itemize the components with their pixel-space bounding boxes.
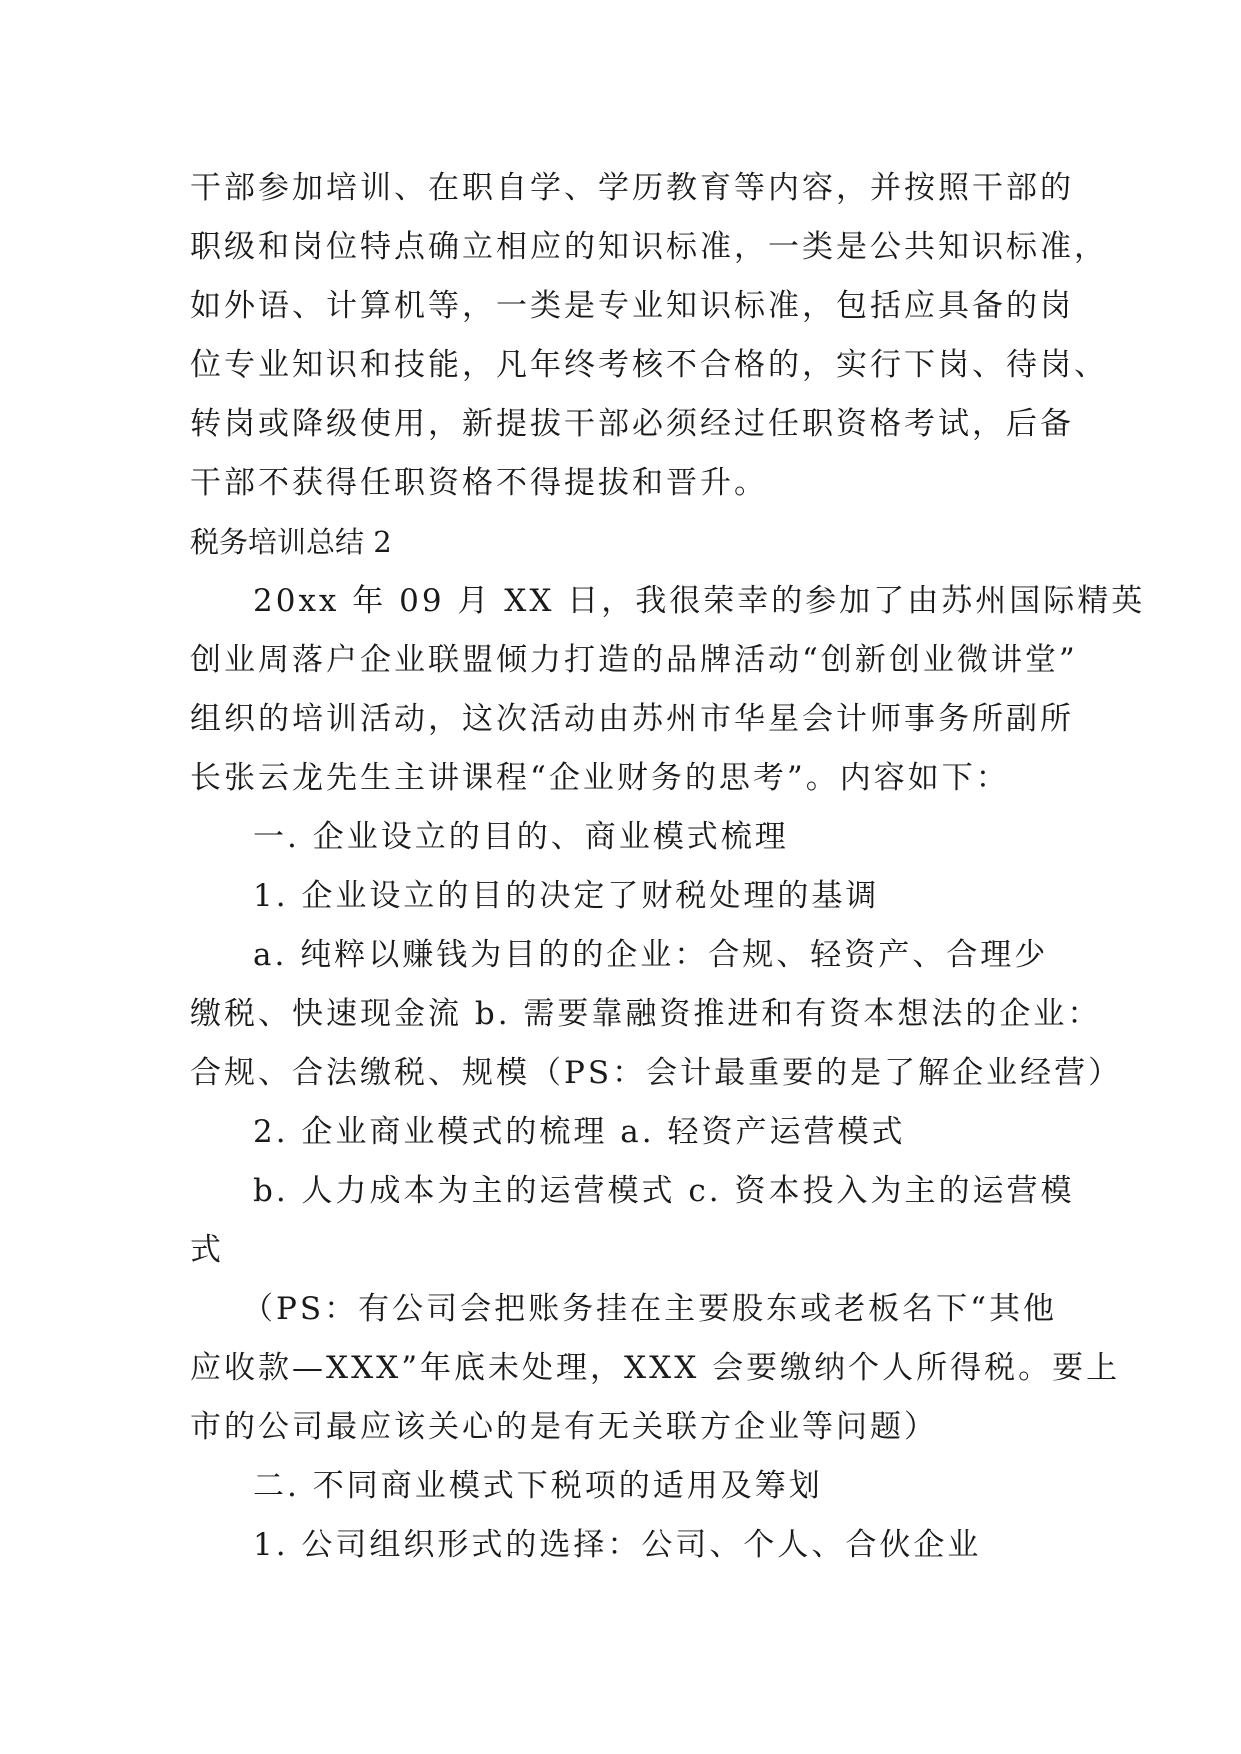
paragraph-line: （PS：有公司会把账务挂在主要股东或老板名下“其他 xyxy=(242,1291,1057,1327)
paragraph-line: 干部不获得任职资格不得提拔和晋升。 xyxy=(190,465,768,501)
paragraph-line: 合规、合法缴税、规模（PS：会计最重要的是了解企业经营） xyxy=(190,1055,1123,1091)
paragraph-line: 位专业知识和技能，凡年终考核不合格的，实行下岗、待岗、 xyxy=(190,347,1108,383)
paragraph-line: b. 人力成本为主的运营模式 c. 资本投入为主的运营模 xyxy=(253,1173,1075,1209)
paragraph-line: 干部参加培训、在职自学、学历教育等内容，并按照干部的 xyxy=(190,170,1074,206)
paragraph-line: 20xx 年 09 月 XX 日，我很荣幸的参加了由苏州国际精英 xyxy=(253,583,1146,619)
paragraph-line: 市的公司最应该关心的是有无关联方企业等问题） xyxy=(190,1409,938,1445)
outline-item: 1. 公司组织形式的选择：公司、个人、合伙企业 xyxy=(253,1527,982,1563)
paragraph-line: 缴税、快速现金流 b. 需要靠融资推进和有资本想法的企业： xyxy=(190,996,1102,1032)
outline-item: 1. 企业设立的目的决定了财税处理的基调 xyxy=(253,878,880,914)
paragraph-line: 如外语、计算机等，一类是专业知识标准，包括应具备的岗 xyxy=(190,288,1074,324)
paragraph-line: 组织的培训活动，这次活动由苏州市华星会计师事务所副所 xyxy=(190,701,1074,737)
outline-item: 一. 企业设立的目的、商业模式梳理 xyxy=(253,819,789,855)
paragraph-line: a. 纯粹以赚钱为目的的企业：合规、轻资产、合理少 xyxy=(253,937,1049,973)
paragraph-line: 转岗或降级使用，新提拔干部必须经过任职资格考试，后备 xyxy=(190,406,1074,442)
paragraph-line: 创业周落户企业联盟倾力打造的品牌活动“创新创业微讲堂” xyxy=(190,642,1078,678)
outline-item: 二. 不同商业模式下税项的适用及筹划 xyxy=(253,1468,823,1504)
outline-item: 2. 企业商业模式的梳理 a. 轻资产运营模式 xyxy=(253,1114,906,1150)
paragraph-line: 式 xyxy=(190,1232,224,1268)
paragraph-line: 职级和岗位特点确立相应的知识标准，一类是公共知识标准， xyxy=(190,229,1108,265)
section-heading: 税务培训总结 2 xyxy=(190,525,392,559)
paragraph-line: 应收款—XXX”年底未处理，XXX 会要缴纳个人所得税。要上 xyxy=(190,1350,1121,1386)
paragraph-line: 长张云龙先生主讲课程“企业财务的思考”。内容如下： xyxy=(190,760,1010,796)
